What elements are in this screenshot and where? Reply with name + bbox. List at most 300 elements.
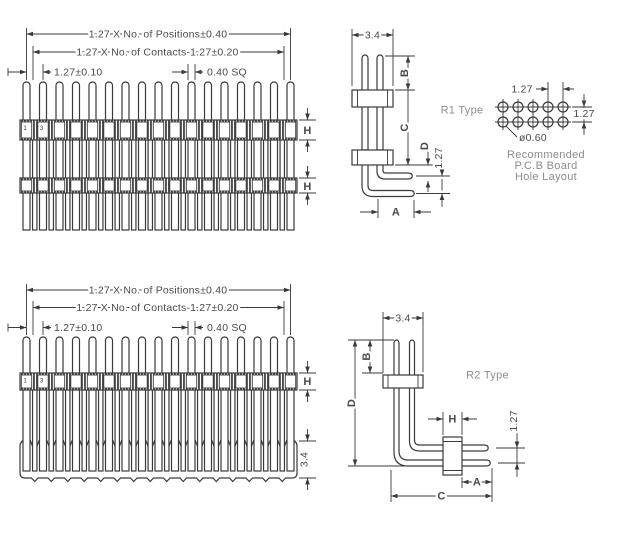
pin-leg-back	[99, 390, 103, 472]
insulator-cell	[203, 375, 213, 388]
r1-dim-c: C	[399, 123, 411, 132]
side-view-r1	[352, 29, 483, 219]
r1-pin-front-mid	[362, 106, 368, 151]
pin-leg-back	[264, 193, 268, 231]
insulator-cell	[269, 180, 279, 191]
dim-h-upper-label: H	[303, 125, 312, 137]
pin-tip	[122, 82, 129, 121]
r1-dim-d: D	[419, 141, 431, 151]
pin-leg-back	[82, 193, 86, 231]
insulator-cell	[104, 122, 114, 138]
arrowhead	[440, 170, 445, 177]
r2-insulator-spacer	[443, 437, 462, 475]
pin-tip	[122, 337, 129, 374]
insulator-cell	[87, 180, 97, 191]
arrowhead	[368, 340, 373, 347]
pin-tip	[89, 82, 96, 121]
insulator-cell	[269, 375, 279, 388]
pin-leg-front	[254, 140, 261, 180]
pin-leg-front	[23, 390, 30, 472]
pin-tip	[205, 82, 212, 121]
pcb-hole-layout	[495, 82, 595, 183]
pin-tip	[106, 82, 113, 121]
pin-leg-back	[181, 140, 185, 180]
insulator-cell	[236, 180, 246, 191]
pin-leg-back	[115, 193, 119, 231]
pin-leg-front	[56, 140, 63, 180]
pin-number-3: 3	[39, 125, 44, 132]
insulator-cell	[285, 180, 295, 191]
pin-number-1: 1	[23, 125, 27, 132]
pin-leg-front	[40, 390, 47, 472]
pcb-caption-line1: Recommended	[507, 149, 585, 161]
pcb-hole-crosshair	[510, 114, 526, 130]
insulator-cell	[285, 122, 295, 138]
dim-positions-label: 1.27 X No. of Positions±0.40	[88, 28, 228, 41]
insulator-cell	[170, 375, 180, 388]
pin-leg-front	[221, 193, 228, 231]
r1-pin-back	[377, 55, 383, 92]
insulator-cell	[219, 375, 229, 388]
pin-leg-front	[106, 140, 113, 180]
r1-pin-back-mid	[377, 106, 383, 151]
pin-leg-back	[247, 193, 251, 231]
arrowhead	[182, 325, 189, 330]
arrowhead	[305, 478, 310, 485]
pcb-caption-line3: Hole Layout	[514, 171, 578, 183]
pin-leg-front	[139, 193, 146, 231]
pin-leg-front	[287, 140, 294, 180]
r1-insulator-bottom	[352, 150, 393, 165]
pin-leg-front	[106, 193, 113, 231]
dim-pin-square-label-bottom: 0.40 SQ	[207, 322, 247, 334]
arrowhead	[33, 305, 40, 310]
insulator-cell	[219, 180, 229, 191]
insulator-cell	[252, 180, 262, 191]
r1-dim-b: B	[399, 68, 411, 78]
arrowhead	[462, 480, 469, 485]
insulator-cell	[54, 375, 64, 388]
arrowhead	[391, 494, 398, 499]
pin-leg-front	[122, 193, 129, 231]
pin-leg-back	[165, 140, 169, 180]
arrowhead	[387, 33, 394, 38]
insulator-cell	[120, 180, 130, 191]
insulator-cell	[54, 180, 64, 191]
pcb-hole-diameter: ø0.60	[519, 132, 547, 144]
pin-leg-back	[49, 140, 53, 180]
insulator-cell	[285, 375, 295, 388]
pin-leg-front	[56, 193, 63, 231]
pin-leg-back	[264, 390, 268, 472]
pin-tip	[287, 82, 294, 121]
arrowhead	[182, 70, 189, 75]
insulator-cell	[38, 180, 48, 191]
arrowhead	[305, 114, 310, 121]
insulator-cell	[104, 375, 114, 388]
pin-leg-back	[247, 390, 251, 472]
pin-leg-back	[181, 390, 185, 472]
pin-leg-back	[165, 390, 169, 472]
pin-leg-back	[165, 193, 169, 231]
arrowhead	[33, 50, 40, 55]
pin-leg-front	[23, 193, 30, 231]
insulator-cell	[186, 375, 196, 388]
insulator-cell	[269, 122, 279, 138]
pin-leg-back	[280, 140, 284, 180]
pin-leg-back	[115, 390, 119, 472]
r2-dim-c: C	[437, 490, 446, 503]
pin-leg-back	[198, 140, 202, 180]
insulator-cell	[87, 375, 97, 388]
side-view-r2	[346, 312, 525, 503]
dim-pin-square-label: 0.40 SQ	[207, 66, 247, 79]
pin-leg-front	[139, 140, 146, 180]
insulator-cell	[170, 122, 180, 138]
arrowhead	[305, 193, 310, 200]
dim-h-label-bottom: H	[303, 376, 312, 388]
pin-leg-front	[238, 193, 245, 231]
pin-tip	[221, 337, 228, 374]
pin-tip	[221, 82, 228, 121]
pin-leg-front	[172, 193, 179, 231]
insulator-cell	[87, 122, 97, 138]
pin-tip	[271, 337, 278, 374]
arrowhead	[284, 288, 291, 293]
arrowhead	[305, 140, 310, 147]
pin-leg-back	[49, 193, 53, 231]
insulator-cell	[54, 122, 64, 138]
dim-contacts-label-bottom: 1.27 X No. of Contacts-1.27±0.20	[76, 302, 239, 314]
pin-tip	[23, 337, 30, 374]
r2-pin-back	[410, 340, 415, 376]
r1-dim-a: A	[391, 206, 401, 219]
pin-leg-front	[122, 390, 129, 472]
pcb-dim-pitch-y: 1.27	[573, 108, 595, 120]
pin-leg-front	[73, 193, 80, 231]
insulator-cell	[236, 122, 246, 138]
r1-type-label: R1 Type	[440, 104, 484, 117]
insulator-cell	[104, 180, 114, 191]
pcb-hole-crosshair	[495, 99, 511, 115]
insulator-cell	[137, 180, 147, 191]
r2-dim-d: D	[346, 398, 358, 408]
pin-leg-back	[99, 193, 103, 231]
arrowhead	[372, 210, 379, 215]
arrowhead	[406, 84, 411, 91]
insulator-cell	[120, 375, 130, 388]
pin-tip	[155, 337, 162, 374]
insulator-cell	[71, 180, 81, 191]
pin-leg-back	[231, 193, 235, 231]
pin-leg-front	[188, 140, 195, 180]
arrowhead	[305, 172, 310, 179]
r2-dim-body-width: 3.4	[395, 312, 411, 325]
pin-leg-front	[40, 140, 47, 180]
pin-tip	[139, 82, 146, 121]
arrowhead	[353, 340, 358, 347]
pin-leg-front	[122, 140, 129, 180]
arrowhead	[27, 288, 34, 293]
pin-leg-front	[56, 390, 63, 472]
arrowhead	[195, 70, 202, 75]
dim-contacts-label: 1.27 X No. of Contacts-1.27±0.20	[76, 46, 239, 59]
pin-leg-front	[89, 390, 96, 472]
pin-leg-front	[287, 390, 294, 472]
pin-tip	[287, 337, 294, 374]
pin-tip	[139, 337, 146, 374]
pin-tip	[188, 82, 195, 121]
pin-leg-front	[221, 390, 228, 472]
pin-leg-front	[188, 390, 195, 472]
pcb-hole-crosshair	[525, 114, 541, 130]
arrowhead	[563, 87, 570, 92]
r2-dim-row-pitch: 1.27	[508, 410, 520, 432]
pin-leg-front	[40, 193, 47, 231]
pin-leg-back	[99, 140, 103, 180]
pin-tip	[40, 337, 47, 374]
pin-leg-front	[188, 193, 195, 231]
pin-tip	[89, 337, 96, 374]
arrowhead	[582, 122, 587, 129]
arrowhead	[462, 417, 469, 422]
arrowhead	[383, 316, 390, 321]
pin-leg-front	[172, 140, 179, 180]
pcb-hole-crosshair	[495, 114, 511, 130]
pin-leg-back	[231, 140, 235, 180]
insulator-cell	[153, 122, 163, 138]
pin-leg-front	[172, 390, 179, 472]
pcb-hole-crosshair	[540, 114, 556, 130]
pin-tip	[73, 337, 80, 374]
pin-leg-back	[66, 390, 70, 472]
insulator-cell	[21, 180, 31, 191]
pin-leg-back	[49, 390, 53, 472]
pin-tip	[56, 337, 63, 374]
pin-tip	[172, 82, 179, 121]
pin-leg-front	[155, 390, 162, 472]
arrowhead	[278, 305, 285, 310]
pin-leg-back	[247, 140, 251, 180]
pin-leg-front	[139, 390, 146, 472]
pin-leg-front	[155, 140, 162, 180]
pin-leg-front	[73, 140, 80, 180]
r1-dim-body-width: 3.4	[364, 29, 381, 42]
insulator-cell	[252, 122, 262, 138]
arrowhead	[305, 390, 310, 397]
arrowhead	[195, 325, 202, 330]
pin-leg-front	[205, 193, 212, 231]
pin-array-bottom	[20, 337, 297, 482]
arrowhead	[582, 101, 587, 108]
arrowhead	[515, 442, 520, 449]
dim-positions-label-bottom: 1.27 X No. of Positions±0.40	[88, 284, 228, 297]
pin-leg-front	[287, 193, 294, 231]
pin-tip	[238, 82, 245, 121]
pin-leg-back	[280, 390, 284, 472]
pin-leg-back	[214, 390, 218, 472]
pin-leg-front	[221, 140, 228, 180]
pin-leg-back	[132, 390, 136, 472]
pin-leg-back	[82, 390, 86, 472]
pin-tip	[205, 337, 212, 374]
pin-tip	[56, 82, 63, 121]
r2-dim-a: A	[472, 476, 482, 489]
pin-leg-front	[238, 390, 245, 472]
dim-pitch-label: 1.27±0.10	[54, 66, 103, 79]
pin-number-3-bottom: 3	[39, 377, 44, 385]
pcb-holes	[495, 99, 571, 130]
arrowhead	[440, 194, 445, 201]
arrowhead	[406, 56, 411, 63]
insulator-cell	[252, 375, 262, 388]
pin-leg-front	[106, 390, 113, 472]
pin-tip	[155, 82, 162, 121]
insulator-cell	[203, 180, 213, 191]
insulator-cell	[186, 122, 196, 138]
arrowhead	[43, 70, 50, 75]
pin-leg-front	[238, 140, 245, 180]
pin-leg-front	[271, 390, 278, 472]
pin-leg-front	[89, 193, 96, 231]
pin-leg-back	[82, 140, 86, 180]
arrowhead	[426, 159, 431, 166]
pcb-caption-line2: P.C.B Board	[514, 160, 578, 172]
r2-type-label: R2 Type	[466, 369, 509, 382]
dim-spacer-label: 3.4	[298, 451, 311, 468]
insulator-cell	[71, 122, 81, 138]
pin-leg-front	[271, 140, 278, 180]
arrowhead	[353, 460, 358, 467]
insulator-cell	[153, 375, 163, 388]
insulator-cell	[137, 122, 147, 138]
arrowhead	[43, 325, 50, 330]
arrowhead	[486, 480, 493, 485]
pin-leg-back	[148, 140, 152, 180]
pin-leg-front	[254, 390, 261, 472]
arrowhead	[305, 367, 310, 374]
pcb-hole-crosshair	[555, 99, 571, 115]
pin-tip	[106, 337, 113, 374]
pin-leg-back	[66, 140, 70, 180]
pin-leg-back	[198, 390, 202, 472]
insulator-cell	[203, 122, 213, 138]
arrowhead	[278, 50, 285, 55]
pin-leg-front	[155, 193, 162, 231]
dim-h-lower-label: H	[303, 181, 312, 193]
pin-leg-back	[132, 193, 136, 231]
pin-number-1-bottom: 1	[23, 377, 27, 385]
pin-leg-back	[33, 140, 37, 180]
arrowhead	[352, 33, 359, 38]
pin-tip	[40, 82, 47, 121]
pin-leg-back	[148, 193, 152, 231]
insulator-cell	[120, 122, 130, 138]
r2-pin-front-bent	[394, 386, 490, 466]
pin-leg-front	[205, 390, 212, 472]
pcb-hole-crosshair	[555, 114, 571, 130]
r2-extension-lines	[348, 312, 525, 502]
pin-leg-back	[198, 193, 202, 231]
r2-pins	[394, 340, 490, 466]
arrowhead	[515, 463, 520, 470]
pin-leg-back	[181, 193, 185, 231]
pin-leg-front	[73, 390, 80, 472]
pin-leg-back	[214, 140, 218, 180]
pin-leg-front	[271, 193, 278, 231]
pin-leg-front	[89, 140, 96, 180]
pin-leg-back	[280, 193, 284, 231]
r1-dim-row-pitch: 1.27	[433, 147, 445, 169]
arrowhead	[417, 316, 424, 321]
arrowhead	[284, 32, 291, 37]
insulator-cell	[236, 375, 246, 388]
pin-leg-back	[33, 390, 37, 472]
front-view-top-header	[8, 28, 316, 230]
arrowhead	[20, 325, 27, 330]
pin-leg-back	[231, 390, 235, 472]
arrowhead	[20, 70, 27, 75]
arrowhead	[437, 417, 444, 422]
pin-tip	[23, 82, 30, 121]
pin-tip	[254, 82, 261, 121]
pin-leg-back	[264, 140, 268, 180]
r1-pin-front	[362, 55, 368, 92]
pcb-hole-crosshair	[510, 99, 526, 115]
pin-tip	[254, 337, 261, 374]
insulator-cell	[137, 375, 147, 388]
insulator-cell	[153, 180, 163, 191]
pin-leg-front	[205, 140, 212, 180]
pin-tip	[238, 337, 245, 374]
pin-leg-front	[23, 140, 30, 180]
arrowhead	[426, 181, 431, 188]
insulator-cell	[170, 180, 180, 191]
arrowhead	[27, 32, 34, 37]
pin-leg-back	[148, 390, 152, 472]
insulator-cell	[186, 180, 196, 191]
arrowhead	[305, 435, 310, 442]
pin-leg-front	[254, 193, 261, 231]
arrowhead	[542, 87, 549, 92]
pin-tip	[172, 337, 179, 374]
arrowhead	[406, 159, 411, 166]
arrowhead	[414, 210, 421, 215]
r2-pin-front	[394, 340, 399, 376]
pcb-hole-crosshair	[540, 99, 556, 115]
pin-tip	[188, 337, 195, 374]
dim-pitch-label-bottom: 1.27±0.10	[54, 322, 103, 334]
arrowhead	[368, 367, 373, 374]
pin-leg-back	[132, 140, 136, 180]
pin-array-top	[20, 82, 297, 230]
pin-tip	[73, 82, 80, 121]
pin-leg-back	[115, 140, 119, 180]
r2-insulator-top	[383, 375, 423, 388]
pin-leg-back	[33, 193, 37, 231]
pin-tip	[271, 82, 278, 121]
pcb-hole-crosshair	[525, 99, 541, 115]
pin-leg-back	[66, 193, 70, 231]
arrowhead	[486, 494, 493, 499]
insulator-cell	[219, 122, 229, 138]
r2-dim-h: H	[448, 413, 457, 426]
r1-insulator-top	[352, 90, 393, 107]
pin-leg-back	[214, 193, 218, 231]
r2-dim-b: B	[361, 352, 373, 361]
insulator-cell	[71, 375, 81, 388]
pcb-dim-pitch-x: 1.27	[511, 83, 533, 96]
